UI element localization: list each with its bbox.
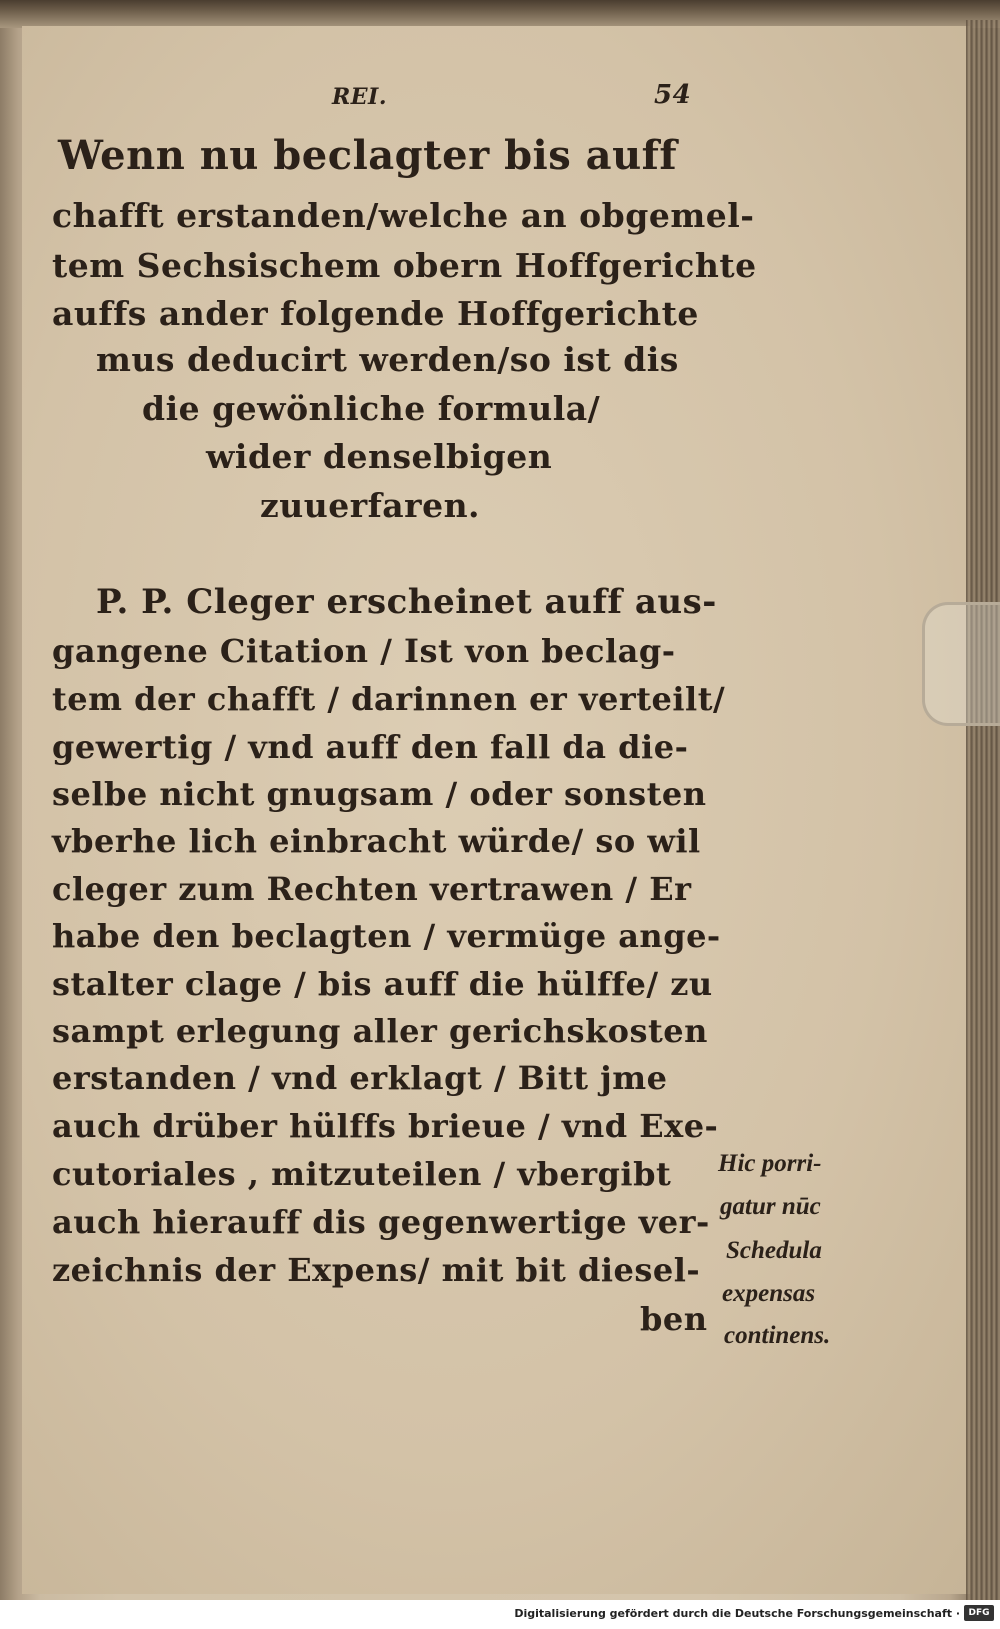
margin-note-line: Hic porri- [718,1150,822,1177]
footer-bar [0,1600,1000,1629]
page-fore-edge [966,20,1000,1600]
body-line: sampt erlegung aller gerichskosten [52,1012,708,1050]
body-line: zeichnis der Expens/ mit bit diesel- [52,1251,701,1289]
body-line: tem der chafft / darinnen er verteilt/ [52,680,726,718]
title-line: zuuerfaren. [260,486,481,525]
body-line: cleger zum Rechten vertrawen / Er [52,870,692,908]
body-line: ben [640,1300,708,1338]
dfg-credit: Digitalisierung gefördert durch die Deutsche Forschungsgemeinschaft · [514,1607,960,1620]
body-line: auch drüber hülffs brieue / vnd Exe- [52,1107,719,1145]
margin-note-line: gatur nūc [720,1193,821,1220]
title-line: Wenn nu beclagter bis auff [58,132,678,179]
running-title: REI. [332,84,388,110]
book-top-edge [0,0,1000,28]
title-line: tem Sechsischem obern Hoffgerichte [52,246,757,285]
title-line: chafft erstanden/welche an obgemel- [52,196,755,235]
body-line: selbe nicht gnugsam / oder sonsten [52,775,707,813]
body-line: P. P. Cleger erscheinet auff aus- [96,582,717,622]
body-line: erstanden / vnd erklagt / Bitt jme [52,1059,668,1097]
margin-note-line: expensas [722,1280,816,1307]
dfg-logo: DFG [964,1605,994,1621]
body-line: auch hierauff dis gegenwertige ver- [52,1203,710,1241]
body-line: vberhe lich einbracht würde/ so wil [52,822,701,860]
title-line: auffs ander folgende Hoffgerichte [52,294,699,333]
page-number: 54 [654,80,692,110]
margin-note-line: continens. [724,1322,831,1349]
body-line: stalter clage / bis auff die hülffe/ zu [52,965,713,1003]
body-line: habe den beclagten / vermüge ange- [52,917,721,955]
title-line: mus deducirt werden/so ist dis [96,340,679,379]
title-line: wider denselbigen [206,437,553,476]
title-line: die gewönliche formula/ [142,389,601,428]
body-line: gewertig / vnd auff den fall da die- [52,728,689,766]
body-line: gangene Citation / Ist von beclag- [52,632,676,670]
margin-note-line: Schedula [726,1237,822,1264]
body-line: cutoriales , mitzuteilen / vbergibt [52,1155,672,1193]
page-clip [922,602,1000,726]
